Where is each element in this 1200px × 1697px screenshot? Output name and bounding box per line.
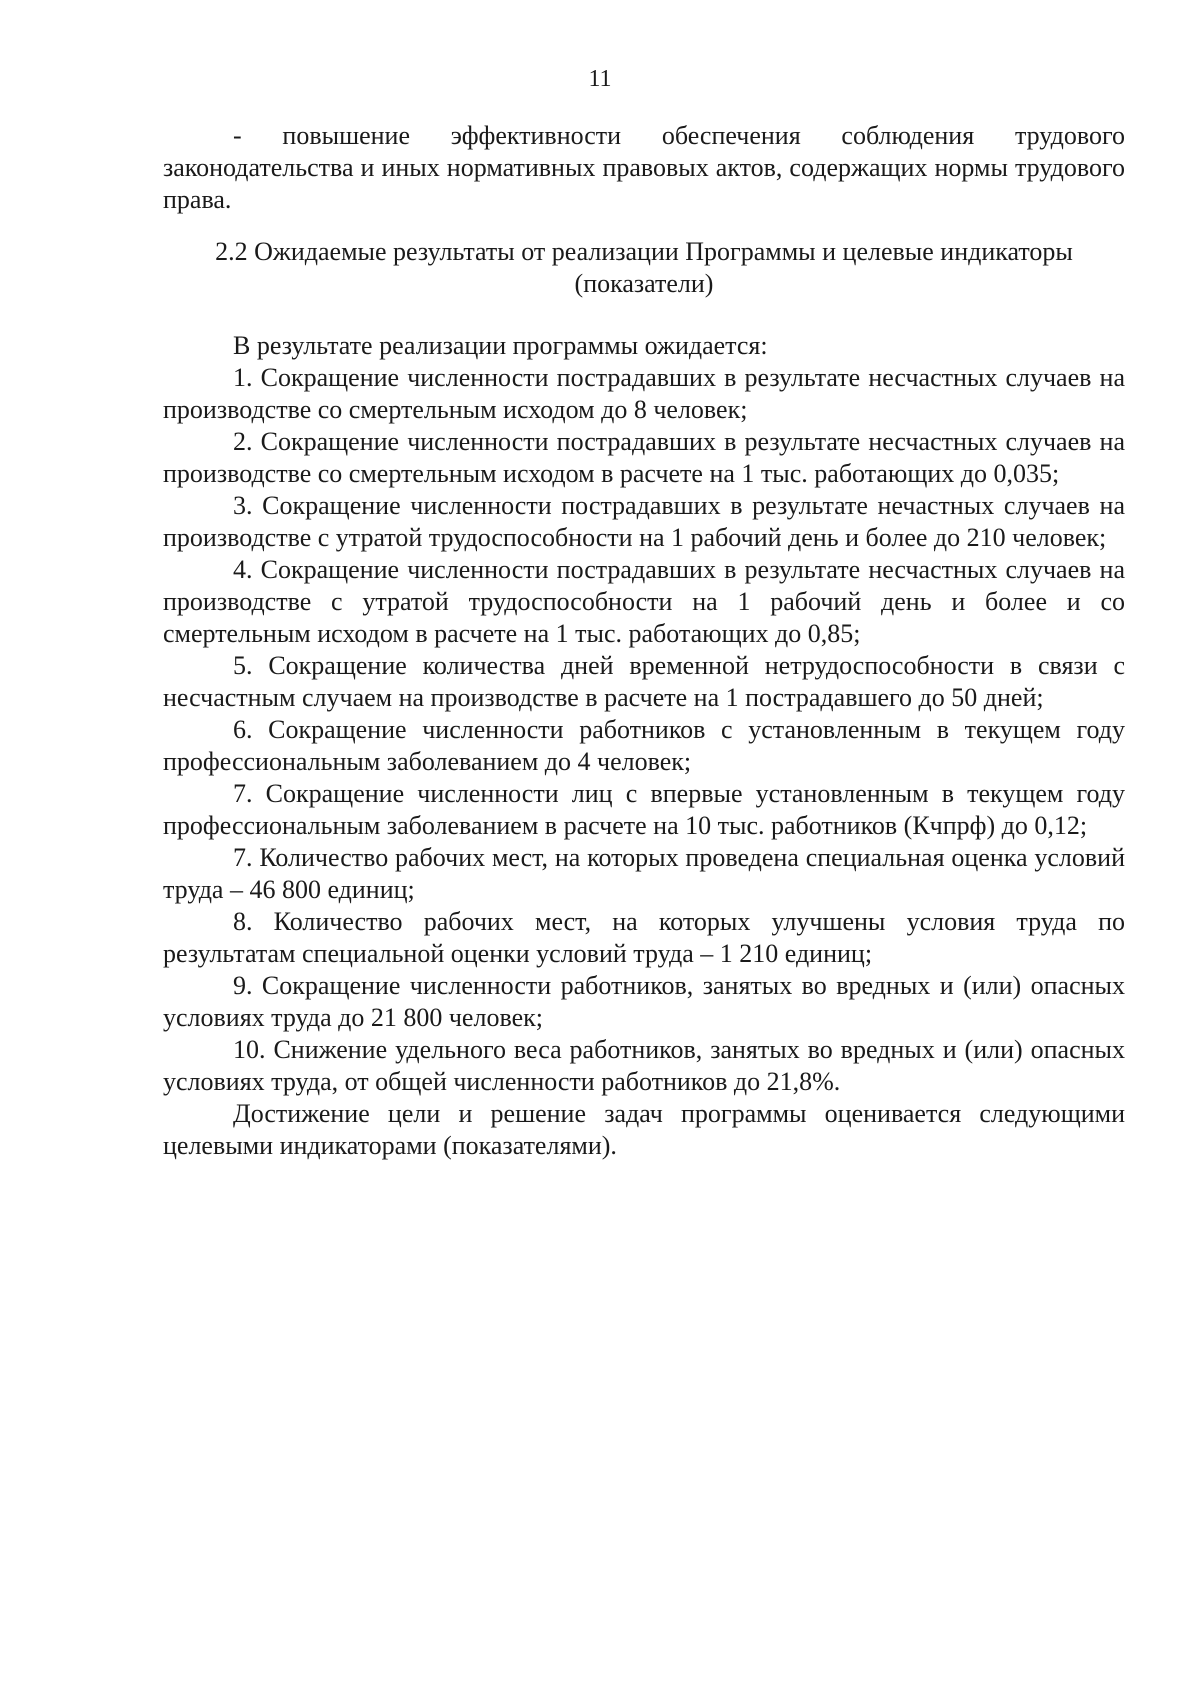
list-item: 3. Сокращение численности пострадавших в результате нечастных случаев на производстве с утратой трудоспособности на 1 рабочий день и более до 210 человек; — [163, 491, 1125, 552]
list-item: 9. Сокращение численности работников, занятых во вредных и (или) опасных условиях труда до 21 800 человек; — [163, 971, 1125, 1032]
list-item: 7. Сокращение численности лиц с впервые установленным в текущем году профессиональным заболеванием в расчете на 10 тыс. работников (Кчпрф) до 0,12; — [163, 779, 1125, 840]
closing-paragraph: Достижение цели и решение задач программы оценивается следующими целевыми индикаторами (показателями). — [163, 1099, 1125, 1160]
list-item: 5. Сокращение количества дней временной нетрудоспособности в связи с несчастным случаем на производстве в расчете на 1 пострадавшего до 50 дней; — [163, 651, 1125, 712]
list-item: 1. Сокращение численности пострадавших в результате несчастных случаев на производстве со смертельным исходом до 8 человек; — [163, 363, 1125, 424]
section-heading-line-2: (показатели) — [574, 269, 714, 298]
page-number: 11 — [588, 66, 612, 92]
list-item: 4. Сокращение численности пострадавших в результате несчастных случаев на производстве с утратой трудоспособности на 1 рабочий день и более и со смертельным исходом в расчете на 1 тыс. работающих до 0,85; — [163, 555, 1125, 648]
intro-paragraph: - повышение эффективности обеспечения соблюдения трудового законодательства и иных нормативных правовых актов, содержащих нормы трудового права. — [163, 121, 1125, 214]
document-body — [163, 120, 1125, 1162]
list-item: 7. Количество рабочих мест, на которых проведена специальная оценка условий труда – 46 800 единиц; — [163, 843, 1125, 904]
list-item: 2. Сокращение численности пострадавших в результате несчастных случаев на производстве со смертельным исходом в расчете на 1 тыс. работающих до 0,035; — [163, 427, 1125, 488]
list-item: 10. Снижение удельного веса работников, занятых во вредных и (или) опасных условиях труда, от общей численности работников до 21,8%. — [163, 1035, 1125, 1096]
section-heading-line-1: 2.2 Ожидаемые результаты от реализации Программы и целевые индикаторы — [215, 237, 1073, 266]
list-item: 8. Количество рабочих мест, на которых улучшены условия труда по результатам специальной оценки условий труда – 1 210 единиц; — [163, 907, 1125, 968]
section-heading — [163, 236, 1125, 300]
list-item: 6. Сокращение численности работников с установленным в текущем году профессиональным заболеванием до 4 человек; — [163, 715, 1125, 776]
lead-paragraph: В результате реализации программы ожидается: — [233, 331, 768, 360]
